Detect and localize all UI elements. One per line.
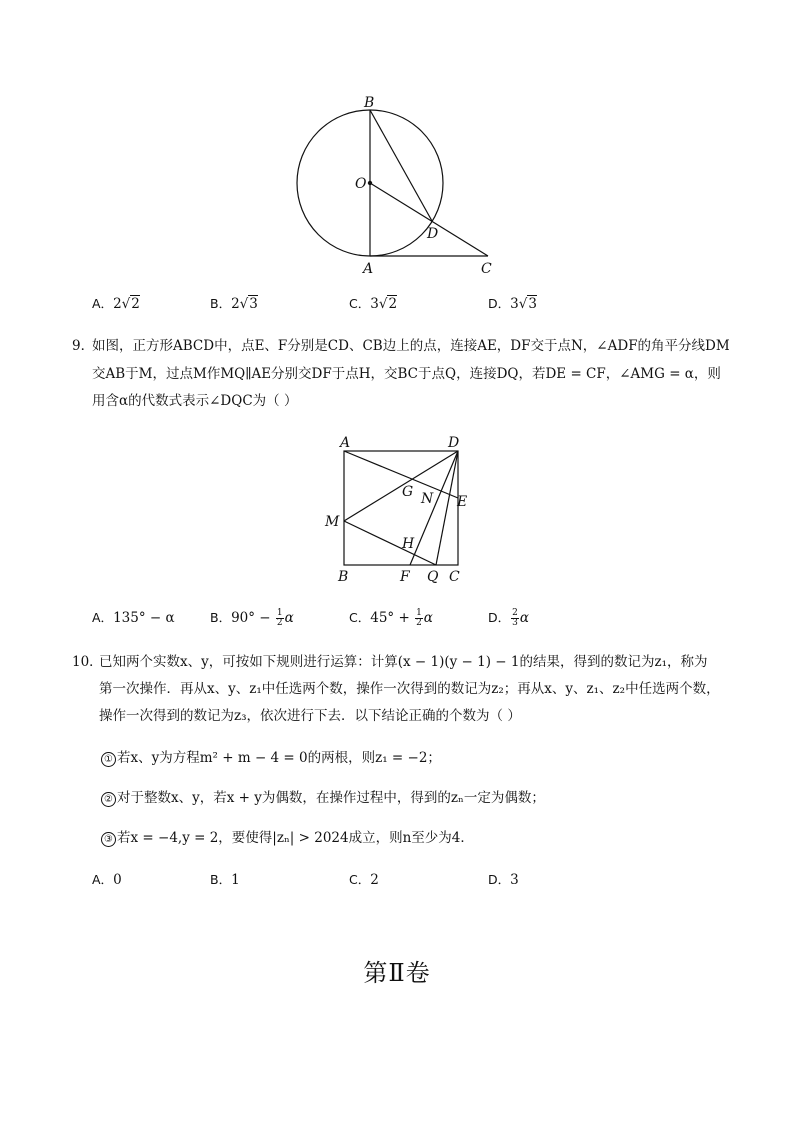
figure-q9-square xyxy=(320,430,480,590)
label-n: N xyxy=(421,491,434,507)
label-b: B xyxy=(364,95,375,111)
q9-stem-line3: 用含α的代数式表示∠DQC为（ ） xyxy=(92,393,298,409)
fraction: $\frac{1}{2}$ xyxy=(416,608,422,628)
label-m: M xyxy=(325,514,340,530)
q10-option-a[interactable]: A．0 xyxy=(92,872,122,888)
segment-dq xyxy=(436,451,458,565)
label-e: E xyxy=(457,494,468,510)
q9-stem-line2: 交AB于M，过点M作MQ∥AE分别交DF于点H，交BC于点Q，连接DQ，若DE = CF，∠AMG = α，则 xyxy=(92,366,721,382)
q8-options xyxy=(92,294,732,314)
label-f: F xyxy=(400,569,410,585)
q8-option-a[interactable]: A．2√2 xyxy=(92,296,140,312)
label-o: O xyxy=(355,176,367,192)
q9-option-c[interactable]: C．45° + $\frac{1}{2}$ α xyxy=(349,608,433,628)
fraction: $\frac{1}{2}$ xyxy=(276,608,283,628)
segment-bd xyxy=(370,110,432,221)
label-a: A xyxy=(340,435,351,451)
q8-option-b[interactable]: B．2√3 xyxy=(210,296,258,312)
q9-option-a[interactable]: A．135° − α xyxy=(92,610,175,626)
figure-q8-circle xyxy=(280,90,510,280)
segment-df xyxy=(410,451,458,565)
q9-option-d[interactable]: D． $\frac{2}{3}$ α xyxy=(488,608,529,628)
q10-statement-3: ③ 若x = −4,y = 2，要使得|zₙ| > 2024成立，则n至少为4． xyxy=(101,828,474,848)
q10-stem-line2: 第一次操作．再从x、y、z₁中任选两个数，操作一次得到的数记为z₂；再从x、y、z₁、z₂中任选两个数， xyxy=(99,681,720,697)
q10-stem-line1: 已知两个实数x、y，可按如下规则进行运算：计算(x − 1)(y − 1) − 1的结果，得到的数记为z₁，称为 xyxy=(99,654,708,670)
q9-stem-line1: 如图，正方形ABCD中，点E、F分别是CD、CB边上的点，连接AE，DF交于点N，∠ADF的角平分线DM xyxy=(92,338,730,354)
label-d: D xyxy=(448,435,460,451)
q9-option-b[interactable]: B．90° − $\frac{1}{2}$ α xyxy=(210,608,294,628)
label-h: H xyxy=(402,536,415,552)
center-dot xyxy=(368,181,372,185)
section-title: 第Ⅱ卷 xyxy=(363,959,431,987)
q10-option-d[interactable]: D．3 xyxy=(488,872,519,888)
label-b: B xyxy=(338,569,349,585)
segment-oc xyxy=(370,183,488,256)
q8-option-c[interactable]: C．3√2 xyxy=(349,296,398,312)
label-c: C xyxy=(449,569,460,585)
fraction: $\frac{2}{3}$ xyxy=(512,608,518,628)
q10-option-c[interactable]: C．2 xyxy=(349,872,379,888)
label-q: Q xyxy=(427,569,439,585)
segment-mq xyxy=(344,521,436,565)
label-c: C xyxy=(481,261,492,277)
segment-dm xyxy=(344,451,458,521)
label-g: G xyxy=(402,484,414,500)
q10-option-b[interactable]: B．1 xyxy=(210,872,240,888)
label-d: D xyxy=(427,226,439,242)
q10-statement-1: ① 若x、y为方程m² + m − 4 = 0的两根，则z₁ = −2； xyxy=(101,748,441,768)
q10-number: 10． xyxy=(72,654,103,670)
q9-options xyxy=(92,608,732,628)
q10-options xyxy=(92,870,732,890)
q10-statement-2: ② 对于整数x、y，若x + y为偶数，在操作过程中，得到的zₙ一定为偶数； xyxy=(101,788,545,808)
q9-number: 9． xyxy=(72,338,95,354)
q8-option-d[interactable]: D．3√3 xyxy=(488,296,537,312)
label-a: A xyxy=(363,261,374,277)
q10-stem-line3: 操作一次得到的数记为z₃，依次进行下去．以下结论正确的个数为（ ） xyxy=(99,708,521,724)
